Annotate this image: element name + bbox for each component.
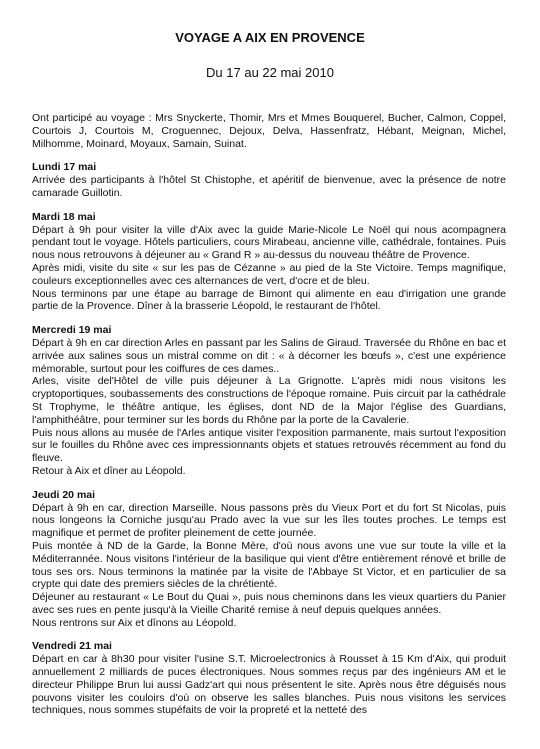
day-section (32, 211, 506, 313)
day-heading: Vendredi 21 mai (32, 640, 112, 653)
day-heading: Jeudi 20 mai (32, 488, 96, 501)
day-paragraph: Déjeuner au restaurant « Le Bout du Quai », puis nous cheminons dans les vieux quartiers du Panier avec ses rues en pente jusqu'à la Vieille Charité remise à neuf depuis quelques années. (32, 591, 506, 616)
day-paragraph: Départ en car à 8h30 pour visiter l'usine S.T. Microelectronics à Rousset à 15 Km d'Aix, qui produit annuellement 2 milliards de puces électroniques. Nous sommes reçus par des ingénieurs AM et le directeur Philippe Brun lui aussi Gadz'art qui nous présentent le site. Après nous être déguisés nous pouvons visiter les couloirs d'où on observe les salles blanches. Puis nous visitons les services techniques, nous sommes stupéfaits de voir la propreté et la netteté des (32, 653, 506, 717)
day-paragraph: Puis montée à ND de la Garde, la Bonne Mère, d'où nous avons une vue sur toute la ville et la Méditerrannée. Nous visitons l'intérieur de la basilique qui vient d'être entièrement rénové et brille de tous ses ors. Nous terminons la matinée par la visite de l'Abbaye St Victor, et en particulier de sa crypte qui date des premiers siècles de la chrétienté. (32, 539, 506, 591)
day-paragraph: Nous rentrons sur Aix et dînons au Léopold. (32, 616, 237, 629)
day-paragraph: Retour à Aix et dîner au Léopold. (32, 464, 186, 477)
document-subtitle: Du 17 au 22 mai 2010 (206, 65, 334, 80)
day-heading: Lundi 17 mai (32, 161, 97, 174)
day-heading: Mardi 18 mai (32, 210, 96, 223)
day-paragraph: Après midi, visite du site « sur les pas de Cézanne » au pied de la Ste Victoire. Temps magnifique, couleurs exceptionnelles avec ces alternances de vert, d'ocre et de bleu. (32, 261, 506, 287)
participants-paragraph: Ont participé au voyage : Mrs Snyckerte, Thomir, Mrs et Mmes Bouquerel, Bucher, Calmon, Coppel, Courtois J, Courtois M, Croguennec, Dejoux, Delva, Hassenfratz, Hébant, Meignan, Michel, Milhomme, Moinard, Moyaux, Samain, Suinat. (32, 112, 506, 150)
day-section (32, 489, 506, 630)
day-paragraph: Arrivée des participants à l'hôtel St Chistophe, et apéritif de bienvenue, avec la présence de notre camarade Guillotin. (32, 174, 506, 199)
document-body (32, 112, 506, 717)
day-section (32, 324, 506, 478)
day-paragraph: Départ à 9h en car, direction Marseille. Nous passons près du Vieux Port et du fort St Nicolas, puis nous longeons la Corniche jusqu'au Prado avec la vue sur les îles toutes proches. Le temps est magnifique et permet de profiter pleinement de cette journée. (32, 501, 506, 540)
day-heading: Mercredi 19 mai (32, 324, 112, 337)
day-paragraph: Puis nous allons au musée de l'Arles antique visiter l'exposition parmanente, mais surtout l'exposition sur le fouilles du Rhône avec ces impressionnants objets et statues retrouvés récemment au fond du fleuve. (32, 426, 506, 465)
document-title: VOYAGE A AIX EN PROVENCE (175, 30, 365, 45)
day-paragraph: Arles, visite del'Hôtel de ville puis déjeuner à La Grignotte. L'après midi nous visitons les cryptoportiques, soubassements des constructions de l'époque romaine. Puis circuit par la cathédrale St Trophyme, le théâtre antique, les églises, dont ND de la Major l'église des Guardians, l'amphithéâtre, pour terminer sur les bords du Rhône par la porte de la Cavalerie. (32, 375, 506, 426)
day-section (32, 161, 506, 199)
day-paragraph: Départ à 9h en car direction Arles en passant par les Salins de Giraud. Traversée du Rhône en bac et arrivée aux salines sous un mistral comme on dit : « à décorner les bœufs », c'est une expérience mémorable, surtout pour les coiffures de ces dames.. (32, 336, 506, 375)
day-paragraph: Nous terminons par une étape au barrage de Bimont qui alimente en eau d'irrigation une grande partie de la Provence. Dîner à la brasserie Léopold, le restaurant de l'hôtel. (32, 287, 506, 313)
participants-section (32, 112, 506, 150)
day-section (32, 640, 506, 717)
day-paragraph: Départ à 9h pour visiter la ville d'Aix avec la guide Marie-Nicole Le Noël qui nous acompagnera pendant tout le voyage. Hôtels particuliers, cours Mirabeau, ancienne ville, cathédrale, fontaines. Puis nous nous retrouvons à déjeuner au « Grand R » au-dessus du nouveau théâtre de Provence. (32, 223, 506, 262)
